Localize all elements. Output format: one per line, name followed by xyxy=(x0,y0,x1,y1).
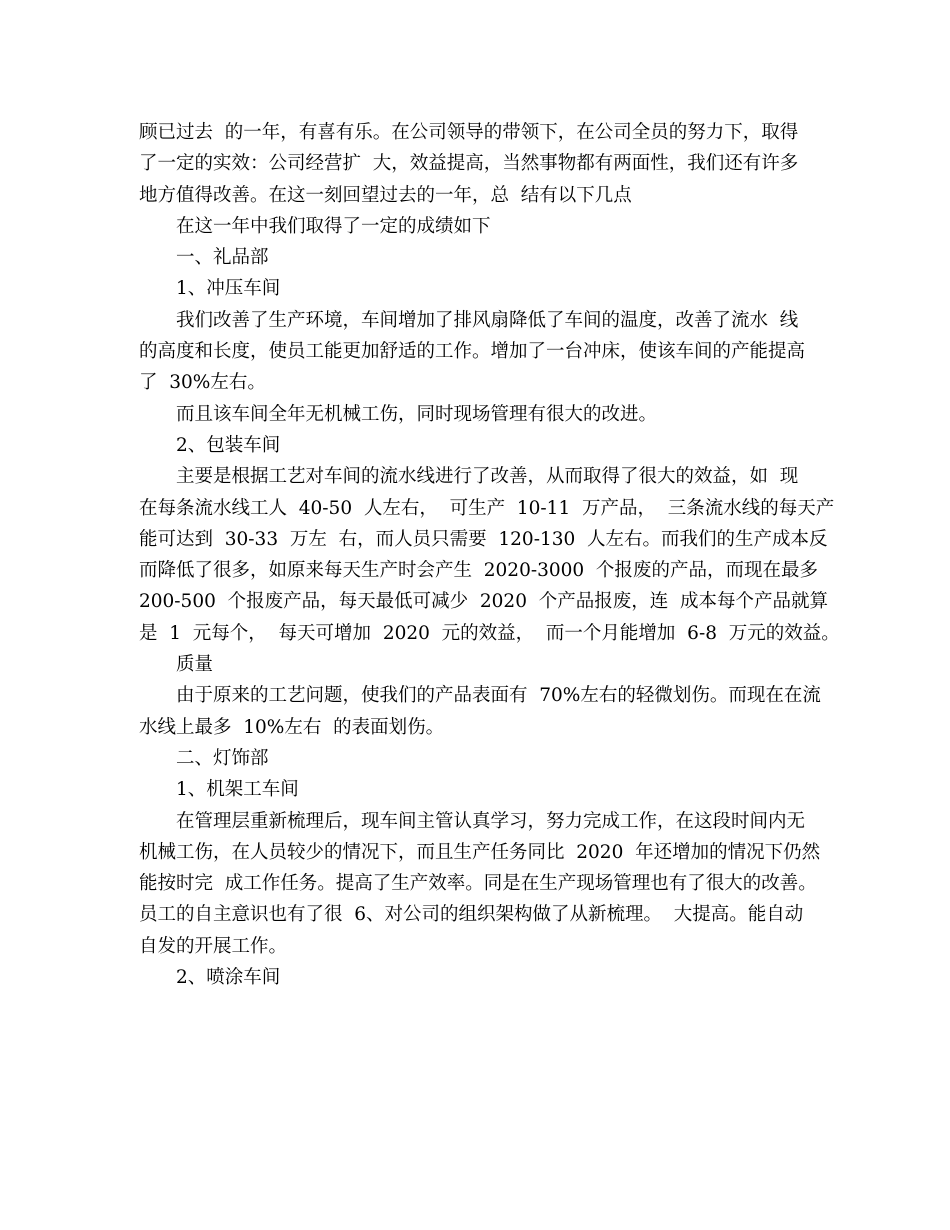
paragraph-intro xyxy=(139,117,819,211)
paragraph-section-gift xyxy=(139,242,819,273)
text-line: 在每条流水线工人 40-50 人左右， 可生产 10-11 万产品， 三条流水线的每天产 xyxy=(139,497,835,519)
text-line: 2、包装车间 xyxy=(176,434,281,456)
text-line: 而且该车间全年无机械工伤，同时现场管理有很大的改进。 xyxy=(176,403,658,425)
paragraph-packaging-body xyxy=(139,461,840,649)
paragraph-stamping-safety xyxy=(139,399,819,430)
paragraph-section-lighting xyxy=(139,743,819,774)
text-line: 一、礼品部 xyxy=(176,247,269,269)
paragraph-sub-packaging xyxy=(139,430,819,461)
text-line: 由于原来的工艺问题，使我们的产品表面有 70%左右的轻微划伤。而现在在流 xyxy=(176,685,821,707)
text-line: 在这一年中我们取得了一定的成绩如下 xyxy=(176,215,491,237)
paragraph-sub-stamping xyxy=(139,273,819,304)
text-line: 主要是根据工艺对车间的流水线进行了改善，从而取得了很大的效益，如 现 xyxy=(176,466,799,488)
text-line: 机械工伤，在人员较少的情况下，而且生产任务同比 2020 年还增加的情况下仍然 xyxy=(139,841,821,863)
text-line: 我们改善了生产环境，车间增加了排风扇降低了车间的温度，改善了流水 线 xyxy=(176,309,799,331)
text-line: 能可达到 30-33 万左 右，而人员只需要 120-130 人左右。而我们的生产成本反 xyxy=(139,528,828,550)
text-line: 自发的开展工作。 xyxy=(139,935,288,957)
paragraph-quality-heading xyxy=(139,649,819,680)
document-page xyxy=(139,117,840,993)
paragraph-sub-spray xyxy=(139,962,819,993)
text-line: 质量 xyxy=(176,654,214,676)
text-line: 2、喷涂车间 xyxy=(176,967,281,989)
text-line: 是 1 元每个， 每天可增加 2020 元的效益， 而一个月能增加 6-8 万元的效益。 xyxy=(139,622,840,644)
paragraph-stamping-body xyxy=(139,305,819,399)
text-line: 能按时完 成工作任务。提高了生产效率。同是在生产现场管理也有了很大的改善。 xyxy=(139,873,817,895)
paragraph-quality-body xyxy=(139,680,819,743)
text-line: 地方值得改善。在这一刻回望过去的一年，总 结有以下几点 xyxy=(139,184,632,206)
text-line: 1、机架工车间 xyxy=(176,779,299,801)
text-line: 了一定的实效：公司经营扩 大，效益提高，当然事物都有两面性，我们还有许多 xyxy=(139,153,799,175)
text-line: 了 30%左右。 xyxy=(139,372,266,394)
paragraph-sub-frame xyxy=(139,774,819,805)
text-line: 顾已过去 的一年，有喜有乐。在公司领导的带领下，在公司全员的努力下，取得 xyxy=(139,122,799,143)
text-line: 二、灯饰部 xyxy=(176,747,269,769)
paragraph-frame-body xyxy=(139,806,819,962)
text-line: 200-500 个报废产品，每天最低可减少 2020 个产品报废，连 成本每个产品就算 xyxy=(139,591,829,613)
text-line: 员工的自主意识也有了很 6、对公司的组织架构做了从新梳理。 大提高。能自动 xyxy=(139,904,804,926)
text-line: 在管理层重新梳理后，现车间主管认真学习，努力完成工作，在这段时间内无 xyxy=(176,810,806,832)
paragraph-achievements-intro xyxy=(139,211,819,242)
text-line: 的高度和长度，使员工能更加舒适的工作。增加了一台冲床，使该车间的产能提高 xyxy=(139,341,806,363)
text-line: 而降低了很多，如原来每天生产时会产生 2020-3000 个报废的产品，而现在最多 xyxy=(139,560,818,582)
text-line: 水线上最多 10%左右 的表面划伤。 xyxy=(139,716,445,738)
text-line: 1、冲压车间 xyxy=(176,278,281,300)
